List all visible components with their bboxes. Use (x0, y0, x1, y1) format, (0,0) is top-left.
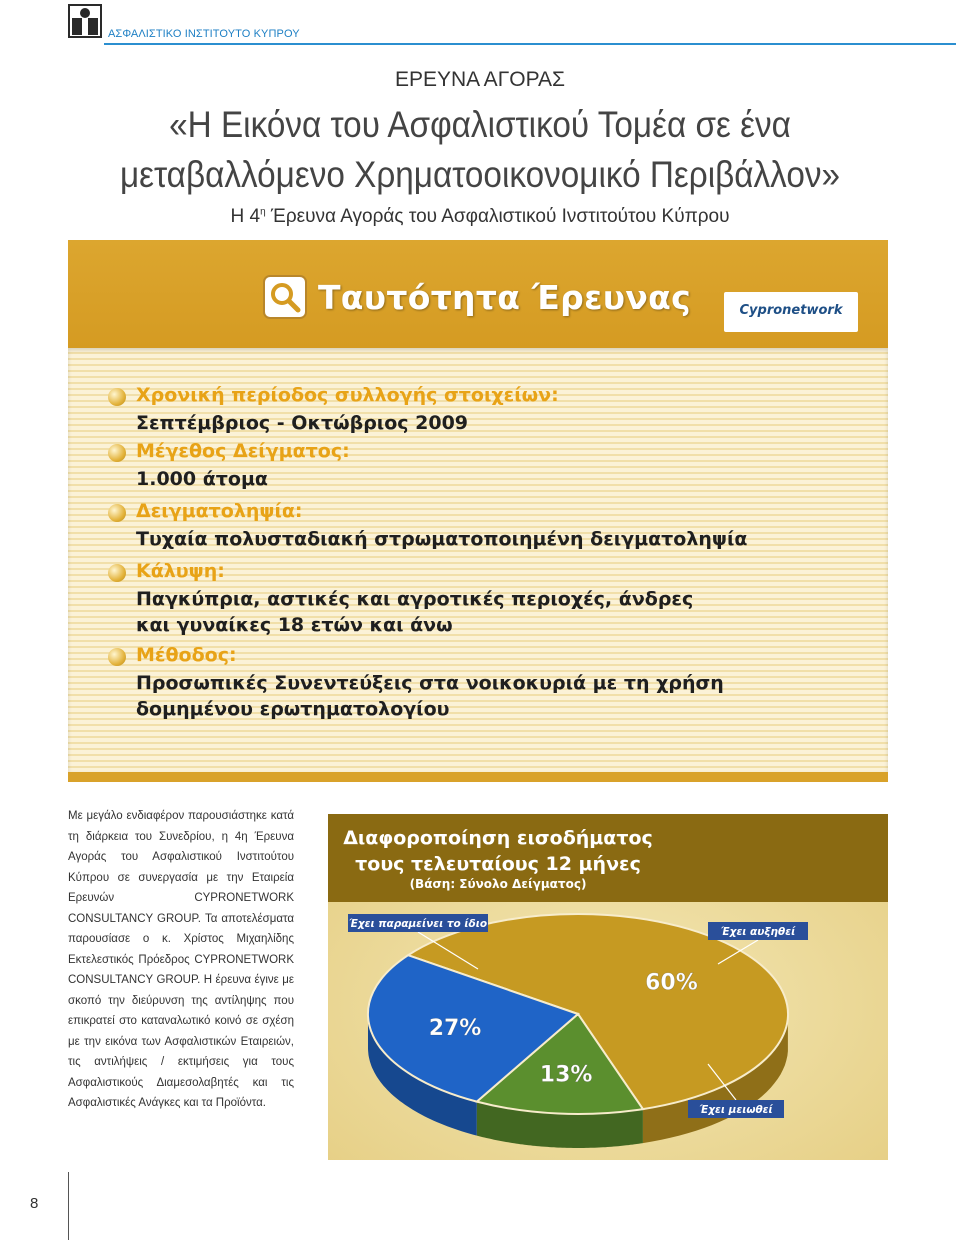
cypronetwork-logo (724, 292, 858, 332)
magnifier-icon (263, 275, 307, 319)
subtitle-pre: Η 4 (230, 206, 261, 227)
brand-name: Cypronetwork (739, 303, 843, 318)
chart-title-line1: Διαφοροποίηση εισοδήματος (343, 827, 653, 849)
callout-label: Έχει παραμείνει το ίδιο (348, 918, 488, 930)
survey-item-value: 1.000 άτομα (136, 468, 268, 490)
article-title (48, 100, 912, 200)
survey-item-value: Τυχαία πολυσταδιακή στρωματοποιημένη δειγματοληψία (136, 528, 748, 550)
callout-label: Έχει αυξηθεί (720, 926, 796, 938)
pie-value-label: 13% (539, 1062, 593, 1088)
survey-item-value: και γυναίκες 18 ετών και άνω (136, 614, 453, 636)
bullet-icon (108, 444, 126, 462)
article-title-line2: μεταβαλλόμενο Χρηματοοικονομικό Περιβάλλον» (119, 154, 841, 195)
survey-identity-box (68, 240, 888, 782)
header-divider (104, 43, 956, 45)
bullet-icon (108, 564, 126, 582)
subtitle-sup: η (260, 206, 266, 218)
chart-title-line2: τους τελευταίους 12 μήνες (355, 853, 641, 875)
bullet-icon (108, 504, 126, 522)
subtitle-post: Έρευνα Αγοράς του Ασφαλιστικού Ινστιτούτου Κύπρου (265, 206, 730, 227)
org-name: ΑΣΦΑΛΙΣΤΙΚΟ ΙΝΣΤΙΤΟΥΤΟ ΚΥΠΡΟΥ (108, 28, 300, 40)
bullet-icon (108, 388, 126, 406)
article-subtitle (0, 206, 960, 228)
survey-item-value: δομημένου ερωτηματολογίου (136, 698, 450, 720)
survey-item-label: Μέθοδος: (136, 644, 237, 666)
page-number-divider (68, 1172, 69, 1240)
section-label: ΕΡΕΥΝΑ ΑΓΟΡΑΣ (394, 68, 566, 91)
survey-item-label: Κάλυψη: (136, 560, 225, 582)
survey-item-label: Χρονική περίοδος συλλογής στοιχείων: (136, 384, 559, 406)
bullet-icon (108, 648, 126, 666)
survey-item-value: Προσωπικές Συνεντεύξεις στα νοικοκυριά με τη χρήση (136, 672, 724, 694)
callout-label: Έχει μειωθεί (699, 1104, 773, 1116)
institute-logo-icon (68, 4, 102, 38)
article-title-line1: «Η Εικόνα του Ασφαλιστικού Τομέα σε ένα (169, 104, 791, 145)
survey-item-label: Μέγεθος Δείγματος: (136, 440, 350, 462)
pie-value-label: 60% (645, 970, 698, 996)
body-paragraph: Με μεγάλο ενδιαφέρον παρουσιάστηκε κατά τη διάρκεια του Συνεδρίου, η 4η Έρευνα Αγοράς του Ασφαλιστικού Ινστιτούτου Κύπρου σε συνεργασία με την Εταιρεία Ερευνών CYPRONETWORK CONSULTANCY GROUP. Τα αποτελέσματα παρουσίασε ο κ. Χρίστος Μιχαηλίδης Εκτελεστικός Πρόεδρος CYPRONETWORK CONSULTANCY GROUP. Η έρευνα έγινε με σκοπό την διεύρυνση της αντίληψης που επικρατεί στο καταναλωτικό κοινό σε σχέση με την εικόνα των Ασφαλιστικών Εταιρειών, τις αντιλήψεις / εκτιμήσεις για τους Ασφαλιστικούς Διαμεσολαβητές και τις Ασφαλιστικές Ανάγκες και τα Προϊόντα. (68, 810, 294, 1109)
chart-subtitle: (Βάση: Σύνολο Δείγματος) (409, 877, 587, 891)
survey-item-label: Δειγματοληψία: (136, 500, 303, 522)
survey-item-value: Παγκύπρια, αστικές και αγροτικές περιοχές, άνδρες (136, 588, 694, 610)
survey-box-title: Ταυτότητα Έρευνας (318, 278, 691, 317)
page-number: 8 (30, 1195, 39, 1212)
pie-value-label: 27% (428, 1016, 482, 1042)
income-change-pie-chart (328, 814, 888, 1160)
survey-item-value: Σεπτέμβριος - Οκτώβριος 2009 (136, 412, 469, 434)
